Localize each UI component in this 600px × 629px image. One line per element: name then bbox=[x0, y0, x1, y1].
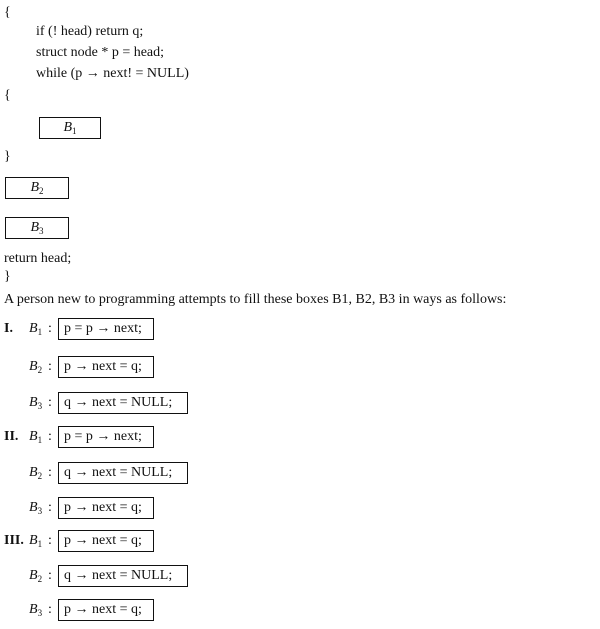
option-statement-box: p → next = q; bbox=[58, 530, 154, 552]
option-box-letter: B bbox=[29, 359, 38, 374]
code-line-return: return head; bbox=[4, 251, 72, 266]
option-box-label bbox=[29, 392, 42, 417]
blank-box-b2-sub: 2 bbox=[39, 186, 44, 196]
blank-box-b1-letter: B bbox=[63, 120, 73, 135]
option-box-label bbox=[29, 462, 42, 487]
blank-box-b1 bbox=[39, 117, 101, 139]
option-roman-numeral: II. bbox=[4, 429, 19, 444]
option-box-letter: B bbox=[29, 602, 38, 617]
option-box-label bbox=[29, 497, 42, 522]
option-box-subscript: 3 bbox=[37, 401, 43, 411]
option-box-label bbox=[29, 599, 42, 624]
blank-box-b3 bbox=[5, 217, 69, 239]
option-box-letter: B bbox=[29, 321, 38, 336]
option-box-letter: B bbox=[29, 395, 38, 410]
option-colon: : bbox=[48, 395, 52, 410]
option-statement-box: q → next = NULL; bbox=[58, 462, 188, 484]
blank-box-b2-letter: B bbox=[30, 180, 40, 195]
option-box-label bbox=[29, 530, 42, 555]
option-statement-box: q → next = NULL; bbox=[58, 565, 188, 587]
option-colon: : bbox=[48, 602, 52, 617]
option-box-letter: B bbox=[29, 429, 38, 444]
code-close-brace-inner: } bbox=[4, 149, 11, 164]
option-box-letter: B bbox=[29, 500, 38, 515]
code-line-if: if (! head) return q; bbox=[36, 24, 144, 39]
option-statement-box: p = p → next; bbox=[58, 318, 154, 340]
option-colon: : bbox=[48, 533, 52, 548]
option-box-subscript: 2 bbox=[37, 471, 43, 481]
option-statement-box: p → next = q; bbox=[58, 497, 154, 519]
code-open-brace: { bbox=[4, 5, 11, 20]
code-line-struct: struct node * p = head; bbox=[36, 45, 165, 60]
option-statement-box: p = p → next; bbox=[58, 426, 154, 448]
option-box-subscript: 2 bbox=[37, 574, 43, 584]
option-roman-numeral: III. bbox=[4, 533, 24, 548]
question-prompt: A person new to programming attempts to fill these boxes B1, B2, B3 in ways as follows: bbox=[4, 292, 507, 307]
option-box-letter: B bbox=[29, 465, 38, 480]
blank-box-b2 bbox=[5, 177, 69, 199]
option-colon: : bbox=[48, 429, 52, 444]
option-box-subscript: 1 bbox=[37, 435, 43, 445]
option-box-label bbox=[29, 318, 42, 343]
option-box-label bbox=[29, 356, 42, 381]
option-colon: : bbox=[48, 321, 52, 336]
code-line-while: while (p → next! = NULL) bbox=[36, 66, 189, 81]
option-box-subscript: 1 bbox=[37, 327, 43, 337]
option-box-subscript: 3 bbox=[37, 506, 43, 516]
option-colon: : bbox=[48, 500, 52, 515]
option-statement-box: q → next = NULL; bbox=[58, 392, 188, 414]
blank-box-b3-sub: 3 bbox=[39, 226, 44, 236]
option-box-label bbox=[29, 565, 42, 590]
option-colon: : bbox=[48, 465, 52, 480]
option-roman-numeral: I. bbox=[4, 321, 13, 336]
option-statement-box: p → next = q; bbox=[58, 599, 154, 621]
option-box-subscript: 1 bbox=[37, 539, 43, 549]
option-box-label bbox=[29, 426, 42, 451]
option-colon: : bbox=[48, 359, 52, 374]
option-statement-box: p → next = q; bbox=[58, 356, 154, 378]
option-box-subscript: 3 bbox=[37, 608, 43, 618]
code-open-brace-inner: { bbox=[4, 88, 11, 103]
option-box-letter: B bbox=[29, 568, 38, 583]
option-colon: : bbox=[48, 568, 52, 583]
blank-box-b1-sub: 1 bbox=[72, 126, 77, 136]
option-box-letter: B bbox=[29, 533, 38, 548]
blank-box-b3-letter: B bbox=[30, 220, 40, 235]
option-box-subscript: 2 bbox=[37, 365, 43, 375]
code-close-brace: } bbox=[4, 269, 11, 284]
